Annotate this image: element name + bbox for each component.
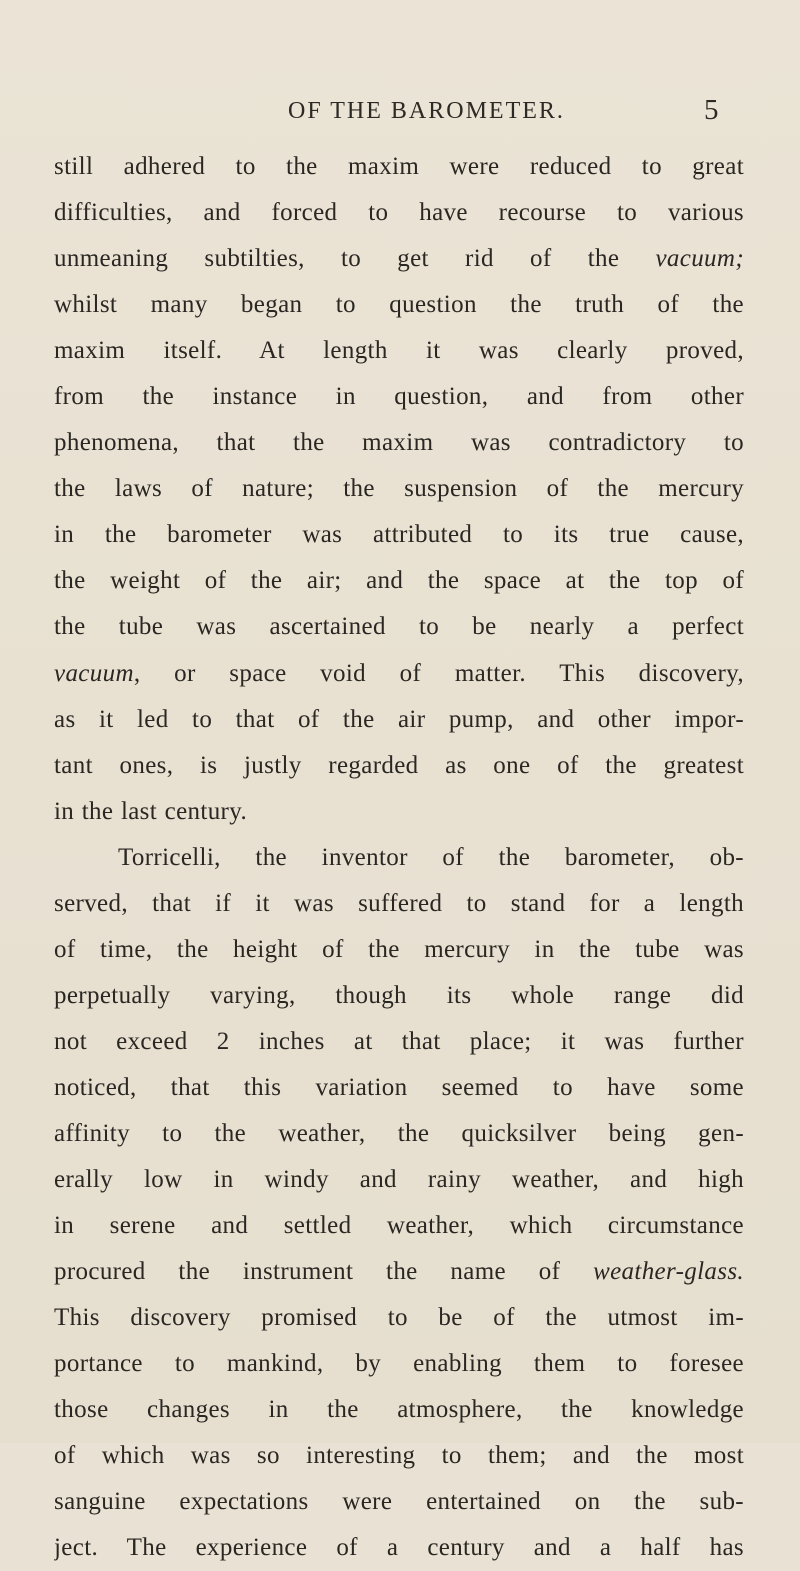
text-line: perpetually varying, though its whole range did bbox=[54, 981, 744, 1009]
text-line: whilst many began to question the truth of the bbox=[54, 291, 744, 319]
text-line bbox=[54, 1249, 744, 1295]
text-line: maxim itself. At length it was clearly proved, bbox=[54, 337, 744, 365]
text-line: the tube was ascertained to be nearly a perfect bbox=[54, 613, 744, 641]
text-line: ject. The experience of a century and a half has bbox=[54, 1534, 744, 1562]
text-line: difficulties, and forced to have recourse to various bbox=[54, 199, 744, 227]
text-line: portance to mankind, by enabling them to foresee bbox=[54, 1350, 744, 1378]
body-text bbox=[54, 144, 744, 1571]
text-line bbox=[54, 651, 744, 697]
text-line: of time, the height of the mercury in the tube was bbox=[54, 935, 744, 963]
text-line-start: unmeaning subtilties, to get rid of the bbox=[54, 245, 656, 273]
text-line: noticed, that this variation seemed to have some bbox=[54, 1073, 744, 1101]
page-number: 5 bbox=[704, 94, 719, 126]
text-line: the weight of the air; and the space at the top of bbox=[54, 567, 744, 595]
text-line: those changes in the atmosphere, the knowledge bbox=[54, 1396, 744, 1424]
text-line-rest: , or space void of matter. This discovery, bbox=[133, 659, 744, 687]
text-line: affinity to the weather, the quicksilver being gen- bbox=[54, 1119, 744, 1147]
text-line: in the barometer was attributed to its true cause, bbox=[54, 521, 744, 549]
running-title: OF THE BAROMETER. bbox=[288, 98, 565, 124]
italic-term-vacuum: vacuum; bbox=[655, 245, 744, 273]
text-line: in the last century. bbox=[54, 797, 248, 825]
text-line: Torricelli, the inventor of the barometer, ob- bbox=[118, 843, 744, 871]
text-line bbox=[54, 236, 744, 282]
page-header bbox=[0, 94, 800, 138]
paragraph-1 bbox=[54, 144, 744, 835]
text-line: the laws of nature; the suspension of the mercury bbox=[54, 475, 744, 503]
text-line-start: procured the instrument the name of bbox=[54, 1258, 594, 1286]
text-line: of which was so interesting to them; and the most bbox=[54, 1442, 744, 1470]
text-line: tant ones, is justly regarded as one of the greatest bbox=[54, 751, 744, 779]
paragraph-2 bbox=[54, 835, 744, 1571]
text-line: served, that if it was suffered to stand for a length bbox=[54, 889, 744, 917]
italic-term-vacuum: vacuum bbox=[54, 659, 134, 687]
text-line: phenomena, that the maxim was contradictory to bbox=[54, 429, 744, 457]
text-line: not exceed 2 inches at that place; it was further bbox=[54, 1027, 744, 1055]
text-line: erally low in windy and rainy weather, and high bbox=[54, 1166, 744, 1194]
text-line: in serene and settled weather, which circumstance bbox=[54, 1212, 744, 1240]
text-line: still adhered to the maxim were reduced to great bbox=[54, 153, 744, 180]
text-line: as it led to that of the air pump, and other impor- bbox=[54, 705, 744, 733]
text-line: This discovery promised to be of the utmost im- bbox=[54, 1304, 744, 1332]
text-line: from the instance in question, and from other bbox=[54, 383, 744, 411]
italic-term-weather-glass: weather-glass. bbox=[593, 1258, 744, 1286]
text-line: sanguine expectations were entertained on the sub- bbox=[54, 1488, 744, 1516]
